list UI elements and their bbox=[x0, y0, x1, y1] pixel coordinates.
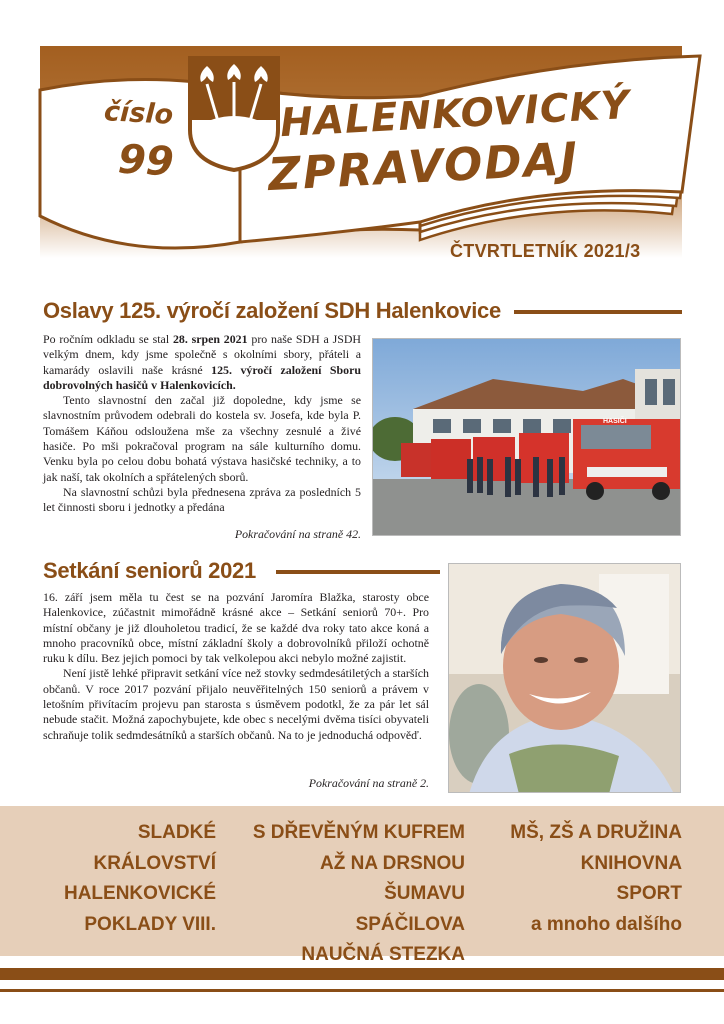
article1-p1-a: Po ročním odkladu se stal bbox=[43, 332, 173, 346]
article1-date: 28. srpen 2021 bbox=[172, 332, 248, 346]
issue-number: 99 bbox=[116, 136, 175, 186]
contents-item: NAUČNÁ STEZKA bbox=[301, 944, 465, 965]
quarterly-label: ČTVRTLETNÍK 2021/3 bbox=[450, 241, 641, 261]
article1-anniversary: 125. výročí založení Sboru dobrovolných hasičů v Halenkovicích. bbox=[43, 362, 361, 392]
article1-continued: Pokračování na straně 42. bbox=[234, 527, 361, 541]
issue-label: číslo bbox=[103, 96, 174, 131]
contents-item: a mnoho dalšího bbox=[531, 913, 682, 935]
contents-item: HALENKOVICKÉ bbox=[63, 883, 216, 904]
article2-heading: Setkání seniorů 2021 bbox=[43, 558, 256, 583]
contents-column-2 bbox=[240, 818, 465, 971]
heading-rule bbox=[276, 570, 440, 574]
footer-rule-thick bbox=[0, 968, 724, 980]
contents-item: KNIHOVNA bbox=[580, 852, 682, 874]
article2-continued: Pokračování na straně 2. bbox=[308, 776, 429, 790]
article1-p3: Na slavnostní schůzi byla přednesena zpráva za posledních 5 let činnosti sboru i jednotky a předána bbox=[43, 484, 361, 515]
truck-label: HASIČI bbox=[603, 418, 627, 425]
article2-p2: Není jistě lehké připravit setkání více než stovky sedmdesátiletých a starších občanů. V roce 2017 pozvání přijalo neuvěřitelných 150 seniorů a právem v letošním přivítacím projevu pan starosta s úsměvem podotkl, že za pár let sál nebude stačit. Možná zapochybujete, kde obec s necelými dvěma tisíci obyvateli schraňuje tolik sedmdesátníků a starších občanů. Na to je jednoduchá odpověď. bbox=[43, 666, 429, 742]
article2-p1: 16. září jsem měla tu čest se na pozvání Jaromíra Blažka, starosty obce Halenkovice, zúčastnit mimořádně krásné akce – Setkání seniorů 70+. Pro místní občany je již dlouholetou tradicí, že se každé dva roky tato akce koná a mnoho pracovníků obce, místní základní školy a dobrovolníků přiloží ochotně ruku k dílu. Bez jejich pomoci by tak velkolepou akci nebylo možné zajistit. bbox=[43, 590, 429, 666]
article1-text bbox=[43, 332, 361, 516]
article1-p1-c: pro naše SDH a JSDH velkým dnem, kdy jsme společně s okolními sbory, přáteli a kamarády oslavili naše krásné bbox=[43, 332, 362, 377]
contents-item: MŠ, ZŠ A DRUŽINA bbox=[510, 822, 682, 843]
contents-item: S DŘEVĚNÝM KUFREM bbox=[252, 822, 465, 843]
contents-item: KRÁLOVSTVÍ bbox=[93, 852, 216, 874]
masthead bbox=[0, 0, 724, 270]
masthead-title-line1: HALENKOVICKÝ bbox=[279, 82, 632, 147]
lily-coat-of-arms-icon bbox=[190, 58, 278, 170]
article2-text bbox=[43, 590, 429, 743]
article1-p2: Tento slavnostní den začal již dopoledne, kdy jsme se slavnostním průvodem odebrali do kostela sv. Josefa, kde byla P. Tomášem Káňou odsloužena mše za všechny zesnulé a živé hasiče. Po mši pokračoval program na sále kulturního domu. Venku byla po celou dobu bohatá výstava hasičské techniky, a to jak naší, tak okolních a spřátelených sborů. bbox=[43, 393, 361, 484]
footer-rule-thin bbox=[0, 989, 724, 992]
contents-item: SPÁČILOVA bbox=[355, 913, 465, 935]
contents-column-3 bbox=[480, 818, 682, 940]
article1-heading: Oslavy 125. výročí založení SDH Halenkovice bbox=[43, 298, 501, 323]
senior-woman-photo bbox=[448, 563, 681, 793]
contents-item: SPORT bbox=[616, 883, 682, 904]
contents-item: AŽ NA DRSNOU ŠUMAVU bbox=[320, 852, 465, 904]
contents-item: POKLADY VIII. bbox=[84, 913, 216, 935]
fire-station-photo bbox=[372, 338, 681, 536]
contents-column-1 bbox=[40, 818, 216, 940]
masthead-title-line2: ZPRAVODAJ bbox=[266, 131, 581, 202]
heading-rule bbox=[514, 310, 682, 314]
contents-item: SLADKÉ bbox=[137, 822, 216, 843]
